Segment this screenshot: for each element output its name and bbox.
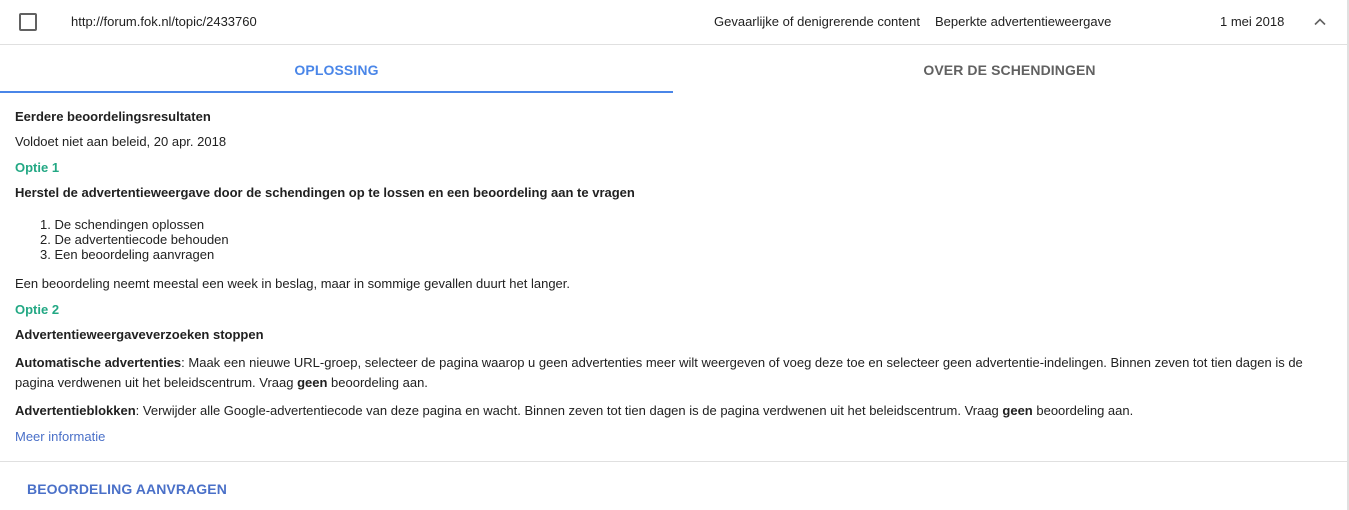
- tab-solution[interactable]: OPLOSSING: [294, 62, 379, 78]
- auto-ads-text-end: beoordeling aan.: [327, 375, 428, 390]
- active-tab-indicator: [0, 91, 673, 93]
- steps-list: [40, 217, 229, 262]
- violation-reason: Gevaarlijke of denigrerende content: [714, 14, 920, 29]
- list-item: 2. De advertentiecode behouden: [40, 232, 229, 247]
- history-title: Eerdere beoordelingsresultaten: [15, 109, 211, 124]
- option-2-title: Advertentieweergaveverzoeken stoppen: [15, 327, 264, 342]
- ad-blocks-text-end: beoordeling aan.: [1032, 403, 1134, 418]
- review-note: Een beoordeling neemt meestal een week in beslag, maar in sommige gevallen duurt het langer.: [15, 276, 571, 291]
- page-url: http://forum.fok.nl/topic/2433760: [71, 14, 257, 29]
- footer-divider: [0, 461, 1347, 462]
- auto-ads-label: Automatische advertenties: [15, 355, 182, 370]
- tab-about-violations[interactable]: OVER DE SCHENDINGEN: [923, 62, 1096, 78]
- option-1-label: Optie 1: [15, 160, 60, 175]
- auto-ads-paragraph: [15, 353, 1335, 393]
- list-item: 3. Een beoordeling aanvragen: [40, 247, 215, 262]
- auto-ads-text: : Maak een nieuwe URL-groep, selecteer de pagina waarop u geen advertenties meer wilt weergeven of voeg deze toe en selecteer geen advertentie-indelingen. Binnen zeven tot tien dagen is de pagina verdwenen uit het beleidscentrum. Vraag: [15, 355, 1303, 390]
- ad-blocks-text: : Verwijder alle Google-advertentiecode van deze pagina en wacht. Binnen zeven tot tien dagen is de pagina verdwenen uit het beleidscentrum. Vraag: [135, 403, 1003, 418]
- tab-bar: [0, 46, 1347, 94]
- violation-row-header[interactable]: [0, 0, 1347, 45]
- ad-serving-status: Beperkte advertentieweergave: [935, 14, 1112, 29]
- history-value: Voldoet niet aan beleid, 20 apr. 2018: [15, 134, 227, 149]
- option-1-title: Herstel de advertentieweergave door de schendingen op te lossen en een beoordeling aan te vragen: [15, 185, 635, 200]
- ad-blocks-label: Advertentieblokken: [15, 403, 136, 418]
- violation-date: 1 mei 2018: [1220, 14, 1285, 29]
- list-item: 1. De schendingen oplossen: [40, 217, 205, 232]
- ad-blocks-geen: geen: [1002, 403, 1033, 418]
- option-2-label: Optie 2: [15, 302, 60, 317]
- more-info-link[interactable]: Meer informatie: [15, 429, 106, 444]
- ad-blocks-paragraph: [15, 401, 1335, 421]
- request-review-button[interactable]: BEOORDELING AANVRAGEN: [27, 481, 227, 497]
- chevron-up-icon[interactable]: [1311, 13, 1329, 31]
- auto-ads-geen: geen: [297, 375, 328, 390]
- row-checkbox[interactable]: [19, 13, 37, 31]
